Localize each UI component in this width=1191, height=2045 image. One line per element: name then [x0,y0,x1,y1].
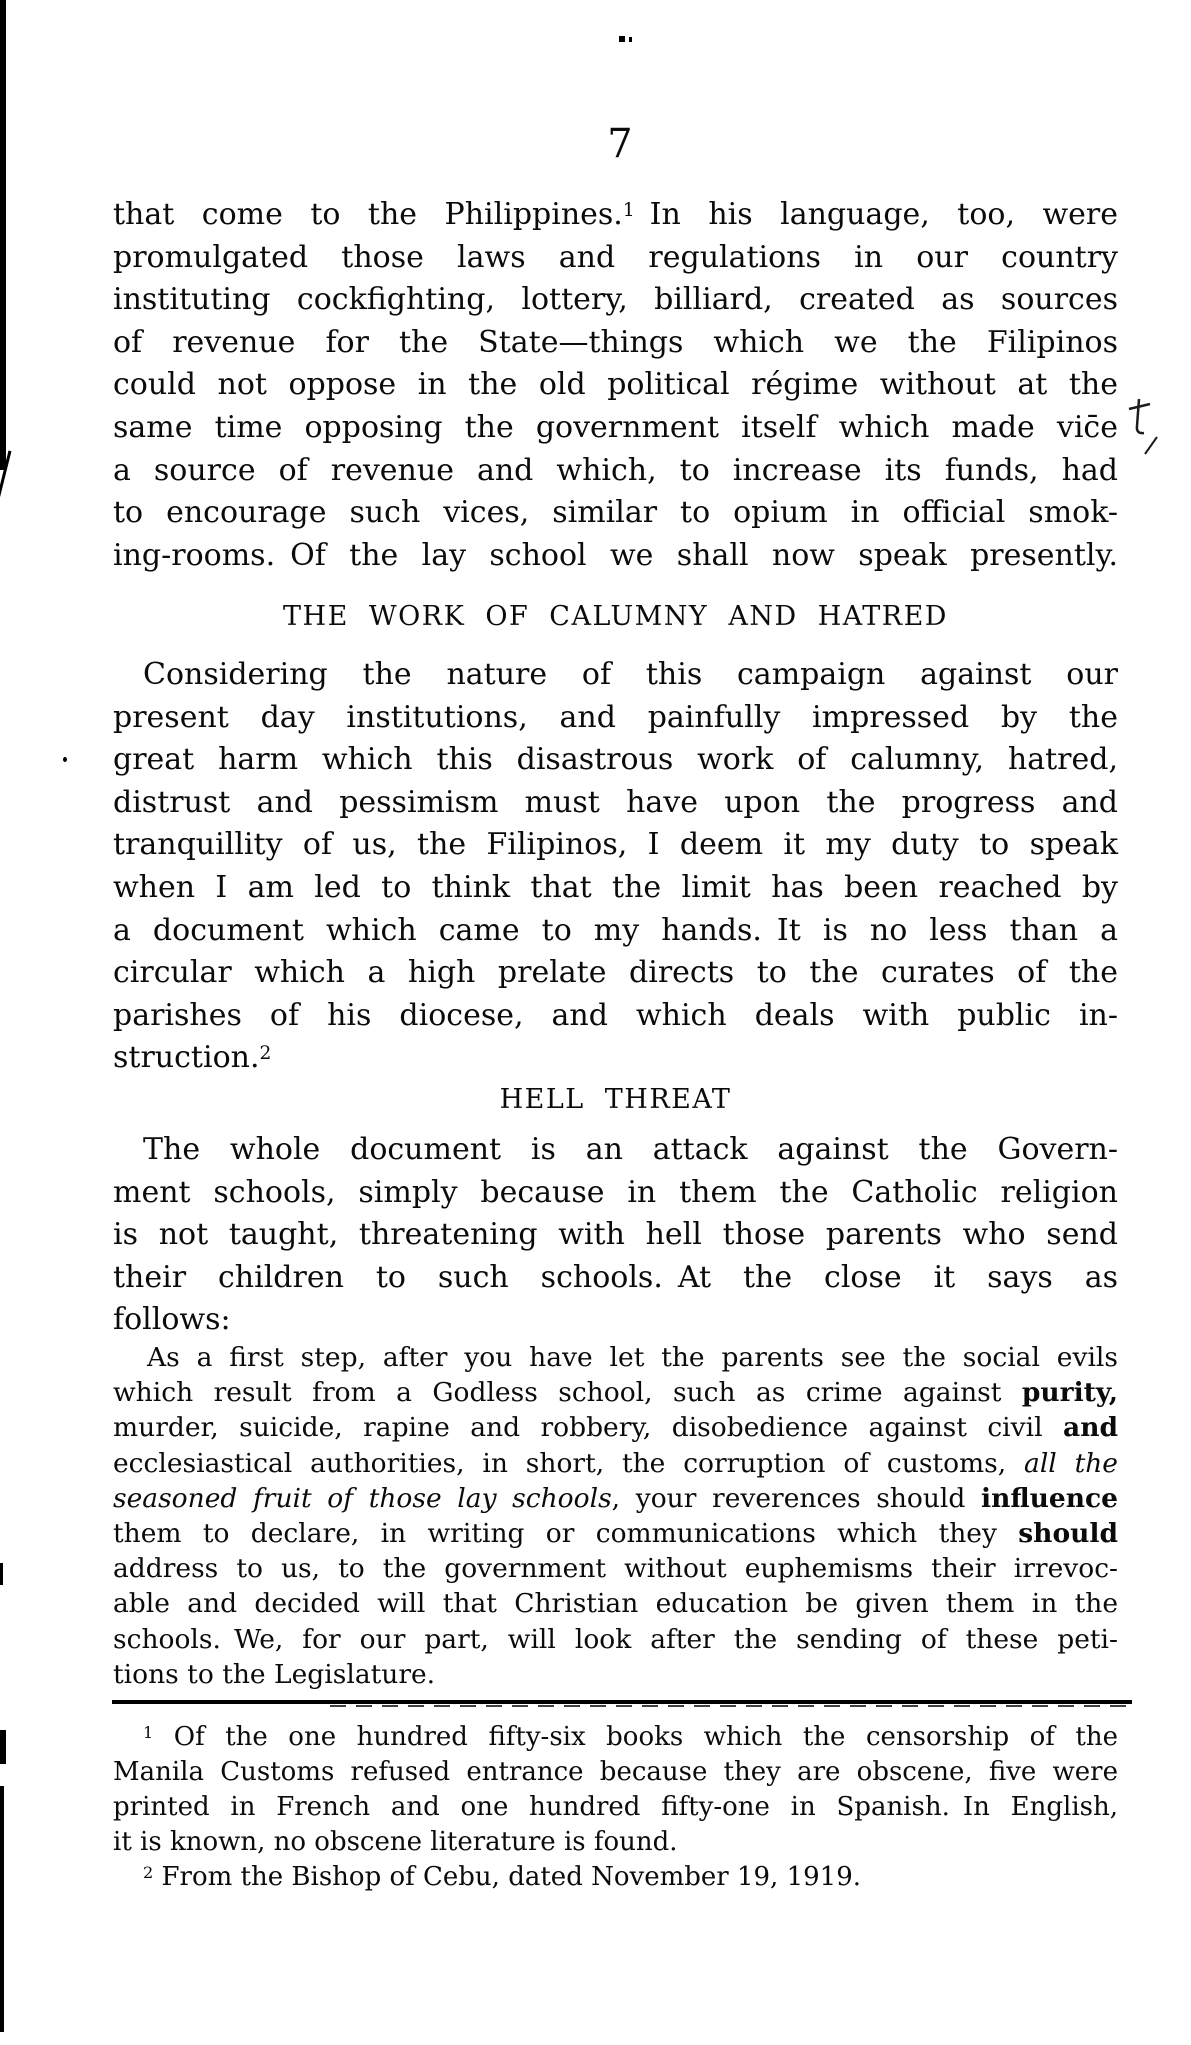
text-line [113,1375,1118,1410]
text-run: ment schools, simply because in them the Catholic religion [113,1174,1118,1210]
text-run: distrust and pessimism must have upon the progress and [113,784,1118,820]
text-line [113,654,1118,697]
text-run: As a first step, after you have let the parents see the social evils [147,1342,1118,1373]
scan-artifact-tick [0,1563,3,1585]
text-run: which result from a Godless school, such as crime against [113,1377,1022,1409]
text-run: Of the one hundred fifty-six books which the censorship of the [153,1722,1118,1752]
text-line [113,1299,1118,1342]
text-run: , your reverences should [611,1482,981,1514]
text-run: them to declare, in writing or communications which they [113,1518,1019,1550]
scan-speck [629,37,632,42]
text-run: of revenue for the State—things which we the Filipinos [113,324,1118,360]
text-line [113,739,1118,782]
text-line [113,1129,1118,1172]
text-line [113,279,1118,322]
text-line [113,1340,1118,1375]
text-line [113,407,1118,450]
footnote-divider-rule [112,1700,1132,1704]
footnote-reference: 1 [143,1722,154,1742]
text-run: purity, [1021,1377,1118,1409]
text-run: and [1063,1412,1118,1444]
text-run: schools. We, for our part, will look after the sending of these peti- [113,1623,1118,1655]
text-run: address to us, to the government without euphemisms their irrevoc- [113,1553,1118,1585]
text-run: could not oppose in the old political régime without at the [113,367,1118,403]
scan-artifact-tick [0,1730,6,1764]
text-run: The whole document is an attack against the Govern- [143,1132,1118,1167]
text-run: tions to the Legislature. [113,1658,436,1690]
text-run: printed in French and one hundred fifty-one in Spanish. In English, [113,1792,1118,1822]
text-run: a source of revenue and which, to increase its funds, had [113,452,1118,488]
text-run: circular which a high prelate directs to the curates of the [113,955,1118,991]
text-line [113,1551,1118,1586]
text-run: murder, suicide, rapine and robbery, disobedience against civil [113,1412,1064,1444]
text-run: same time opposing the government itself which made vic̄e [113,409,1118,445]
text-run: when I am led to think that the limit has been reached by [113,869,1118,905]
text-run: From the Bishop of Cebu, dated November 19, 1919. [153,1862,862,1892]
text-line [113,1257,1118,1300]
text-run: should [1018,1518,1118,1550]
text-run: ecclesiastical authorities, in short, the corruption of customs, [113,1447,1025,1479]
text-run: In his language, too, were [634,197,1118,232]
text-line [113,867,1118,910]
text-run: that come to the Philippines. [113,197,623,232]
text-line [113,1720,1118,1755]
margin-pencil-mark [1126,398,1166,458]
footnote-reference: 2 [143,1862,154,1882]
text-line [113,1586,1118,1621]
text-line [113,1037,1118,1080]
text-line [113,824,1118,867]
footnote-2 [113,1860,1118,1895]
paragraph-calumny [113,654,1118,1080]
text-line [113,1825,1118,1860]
section-heading-hell-threat: HELL THREAT [499,1084,732,1115]
footnote-divider-rule-echo [330,1705,1130,1707]
text-line [113,782,1118,825]
text-line [113,1410,1118,1445]
text-run: it is known, no obscene literature is found. [113,1827,678,1857]
scan-artifact-left-bar [0,0,6,470]
text-line [113,1860,1118,1895]
text-line [113,322,1118,365]
text-run: is not taught, threatening with hell those parents who send [113,1217,1118,1253]
text-line [113,450,1118,493]
text-run: Considering the nature of this campaign against our [143,657,1118,692]
text-line [113,697,1118,740]
section-heading-calumny: THE WORK OF CALUMNY AND HATRED [283,601,948,632]
blockquote-pastoral-circular [113,1340,1118,1692]
text-line [113,1446,1118,1481]
text-line [113,364,1118,407]
text-run: a document which came to my hands. It is no less than a [113,912,1118,948]
text-line [113,1657,1118,1692]
text-run: promulgated those laws and regulations in our country [113,239,1118,275]
text-line [113,952,1118,995]
text-line [113,910,1118,953]
footnote-reference: 2 [259,1042,272,1064]
text-run: seasoned fruit of those lay schools [113,1482,612,1514]
page-number: 7 [607,121,633,167]
text-run: struction. [113,1040,260,1076]
text-line [113,1214,1118,1257]
text-run: able and decided will that Christian education be given them in the [113,1588,1118,1620]
text-line [113,492,1118,535]
text-line [113,1790,1118,1825]
footnote-reference: 1 [622,199,635,221]
text-line [113,1172,1118,1215]
text-line [113,194,1118,237]
footnote-1 [113,1720,1118,1860]
text-run: follows: [113,1302,231,1338]
text-run: instituting cockfighting, lottery, billiard, created as sources [113,282,1118,318]
text-line [113,1481,1118,1516]
paragraph-hell-threat [113,1129,1118,1342]
text-run: tranquillity of us, the Filipinos, I deem it my duty to speak [113,827,1118,863]
text-run: present day institutions, and painfully impressed by the [113,699,1118,735]
text-line [113,237,1118,280]
text-run: parishes of his diocese, and which deals with public in- [113,997,1118,1033]
text-run: ing-rooms. Of the lay school we shall now speak presently. [113,537,1118,573]
paragraph-opening [113,194,1118,577]
text-line [113,1622,1118,1657]
text-run: Manila Customs refused entrance because they are obscene, five were [113,1757,1118,1787]
text-line [113,1516,1118,1551]
text-run: all the [1024,1447,1118,1479]
scan-speck [63,757,67,762]
text-run: their children to such schools. At the close it says as [113,1259,1118,1295]
scan-artifact-left-bar-bottom [0,1786,4,2032]
text-line [113,1755,1118,1790]
text-line [113,535,1118,578]
text-run: influence [981,1482,1118,1514]
scan-speck [619,36,625,42]
text-run: great harm which this disastrous work of calumny, hatred, [113,742,1118,778]
text-line [113,995,1118,1038]
text-run: to encourage such vices, similar to opium in official smok- [113,495,1118,531]
